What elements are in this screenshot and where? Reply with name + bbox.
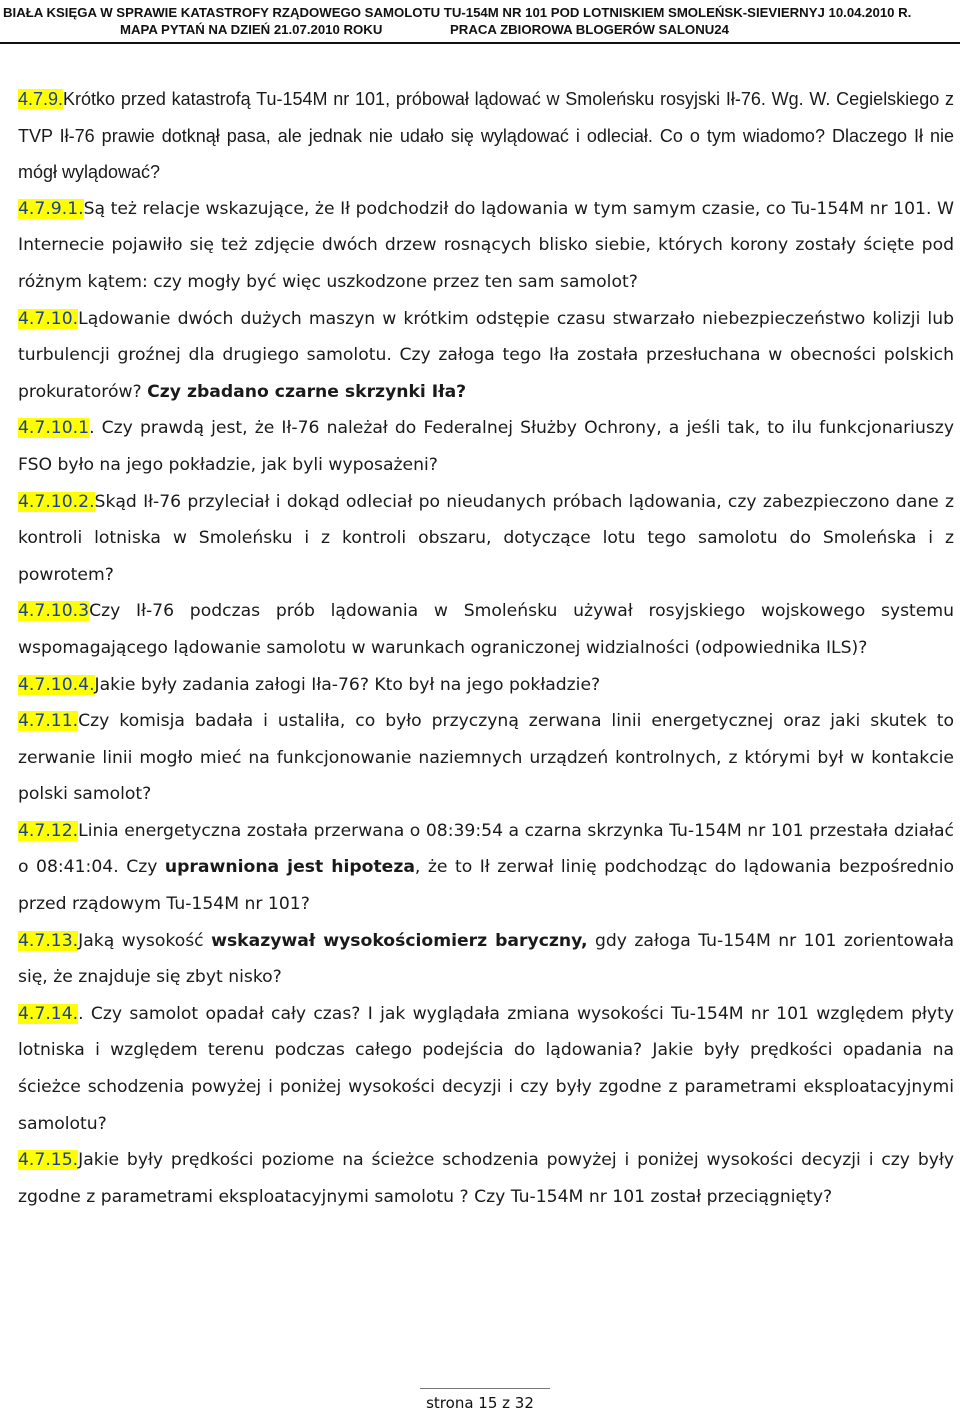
question-text-continued: gdy załoga Tu-154M nr 101 zorientowała się, że znajduje się zbyt nisko?: [18, 930, 954, 988]
question-number: 4.7.10.3: [18, 601, 90, 622]
question-number: 4.7.9.: [18, 89, 64, 109]
question-number: 4.7.10.1: [18, 418, 90, 439]
question-4-7-13: [18, 923, 954, 996]
question-number: 4.7.10.4.: [18, 674, 95, 695]
question-number: 4.7.12.: [18, 820, 79, 841]
question-4-7-15: [18, 1142, 954, 1215]
question-4-7-12: [18, 813, 954, 923]
question-text: Jaką wysokość: [78, 930, 212, 951]
question-text: Linia energetyczna została przerwana o 08:39:54 a czarna skrzynka Tu-154M nr 101 przestała działać o 08:41:04. Czy: [18, 820, 954, 878]
question-number: 4.7.10.: [18, 308, 79, 329]
question-number-dot: .: [89, 418, 95, 439]
question-4-7-9-1: [18, 191, 954, 301]
question-4-7-10-2: [18, 484, 954, 594]
question-4-7-9: [18, 81, 954, 191]
question-number: 4.7.10.2.: [18, 491, 95, 512]
header-subtitle-row: [0, 21, 960, 38]
page-number: strona 15 z 32: [426, 1394, 534, 1412]
page-footer: [0, 1394, 960, 1412]
question-text: Są też relacje wskazujące, że Ił podchodził do lądowania w tym samym czasie, co Tu-154M nr 101. W Internecie pojawiło się też zdjęcie dwóch drzew rosnących blisko siebie, których korony zostały ścięte pod różnym kątem: czy mogły być więc uszkodzone przez ten sam samolot?: [18, 198, 954, 292]
question-number: 4.7.14.: [18, 1003, 79, 1024]
page-header: [0, 4, 960, 38]
header-date-label: MAPA PYTAŃ NA DZIEŃ 21.07.2010 ROKU: [120, 22, 383, 37]
question-bold-text: Czy zbadano czarne skrzynki Iła?: [147, 381, 467, 402]
question-number: 4.7.11.: [18, 711, 79, 732]
question-number: 4.7.15.: [18, 1150, 79, 1171]
question-text: Skąd Ił-76 przyleciał i dokąd odleciał po nieudanych próbach lądowania, czy zabezpieczono dane z kontroli lotniska w Smoleńsku i z kontroli obszaru, dotyczące lotu tego samolotu do Smoleńska i z powrotem?: [18, 491, 954, 585]
header-title: BIAŁA KSIĘGA W SPRAWIE KATASTROFY RZĄDOWEGO SAMOLOTU TU-154M NR 101 POD LOTNISKIEM SMOLEŃSK-SIEVIERNYJ 10.04.2010 R.: [3, 5, 912, 20]
question-4-7-10-3: [18, 593, 954, 666]
question-text: Jakie były zadania załogi Iła-76? Kto był na jego pokładzie?: [94, 674, 601, 695]
header-author-label: PRACA ZBIOROWA BLOGERÓW SALONU24: [450, 22, 729, 37]
footer-divider: [420, 1388, 550, 1389]
question-text: . Czy samolot opadał cały czas? I jak wyglądała zmiana wysokości Tu-154M nr 101 względem płyty lotniska i względem terenu podczas całego podejścia do lądowania? Jakie były prędkości opadania na ścieżce schodzenia powyżej i poniżej wysokości decyzji i czy były zgodne z parametrami eksploatacyjnymi samolotu?: [18, 1003, 954, 1134]
question-4-7-10: [18, 301, 954, 411]
question-text: Czy Ił-76 podczas prób lądowania w Smoleńsku używał rosyjskiego wojskowego systemu wspomagającego lądowanie samolotu w warunkach ograniczonej widzialności (odpowiednika ILS)?: [18, 601, 954, 658]
question-text: Jakie były prędkości poziome na ścieżce schodzenia powyżej i poniżej wysokości decyzji i czy były zgodne z parametrami eksploatacyjnymi samolotu ? Czy Tu-154M nr 101 został przeciągnięty?: [18, 1150, 954, 1207]
header-divider: [0, 42, 960, 44]
question-number: 4.7.13.: [18, 930, 79, 951]
question-text: Krótko przed katastrofą Tu-154M nr 101, próbował lądować w Smoleńsku rosyjski Ił-76. Wg. W. Cegielskiego z TVP Ił-76 prawie dotknął pasa, ale jednak nie udało się wylądować i odleciał. Co o tym wiadomo? Dlaczego Ił nie mógł wylądować?: [18, 89, 954, 183]
question-text: Lądowanie dwóch dużych maszyn w krótkim odstępie czasu stwarzało niebezpieczeństwo kolizji lub turbulencji groźnej dla drugiego samolotu. Czy załoga tego Iła została przesłuchana w obecności polskich prokuratorów?: [18, 308, 954, 402]
question-number: 4.7.9.1.: [18, 198, 84, 219]
question-4-7-14: [18, 996, 954, 1142]
question-4-7-10-1: [18, 410, 954, 483]
question-text: Czy prawdą jest, że Ił-76 należał do Federalnej Służby Ochrony, a jeśli tak, to ilu funkcjonariuszy FSO było na jego pokładzie, jak byli wyposażeni?: [18, 418, 954, 475]
question-text-continued: , że to Ił zerwał linię podchodząc do lądowania bezpośrednio przed rządowym Tu-154M nr 101?: [18, 857, 954, 915]
question-bold-text: wskazywał wysokościomierz baryczny,: [211, 930, 588, 951]
question-text: Czy komisja badała i ustaliła, co było przyczyną zerwana linii energetycznej oraz jaki skutek to zerwanie linii mogło mieć na funkcjonowanie naziemnych urządzeń kontrolnych, z którymi był w kontakcie polski samolot?: [18, 711, 954, 805]
question-4-7-11: [18, 703, 954, 813]
questions-list: [18, 81, 954, 1215]
question-4-7-10-4: [18, 667, 954, 704]
question-bold-text: uprawniona jest hipoteza: [164, 857, 415, 878]
